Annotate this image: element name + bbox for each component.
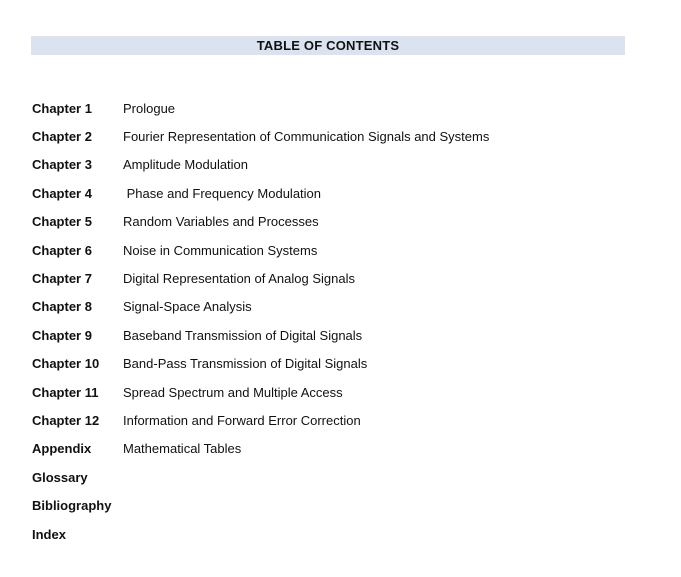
toc-entry-title: Digital Representation of Analog Signals	[123, 271, 355, 287]
toc-entry-title: Band-Pass Transmission of Digital Signals	[123, 356, 368, 372]
toc-entry-title: Amplitude Modulation	[123, 157, 249, 173]
toc-entry-title: Noise in Communication Systems	[123, 242, 318, 258]
toc-entry	[32, 406, 652, 434]
toc-entry	[32, 491, 652, 519]
toc-entry	[32, 264, 652, 292]
toc-entry-label: Chapter 7	[32, 271, 92, 287]
toc-entry-label: Chapter 2	[32, 129, 92, 145]
toc-entry-label: Chapter 8	[32, 299, 92, 315]
toc-entry-label: Chapter 5	[32, 214, 92, 230]
toc-entry	[32, 208, 652, 236]
toc-entry	[32, 520, 652, 548]
toc-entry	[32, 321, 652, 349]
toc-entry	[32, 435, 652, 463]
toc-entry	[32, 236, 652, 264]
toc-entry	[32, 151, 652, 179]
toc-entry-label: Chapter 4	[32, 185, 92, 201]
toc-entry-label: Chapter 9	[32, 327, 92, 343]
toc-entry-label: Chapter 6	[32, 242, 92, 258]
toc-entry-title: Phase and Frequency Modulation	[123, 185, 322, 201]
page-title: TABLE OF CONTENTS	[256, 38, 400, 53]
toc-entry-label: Chapter 1	[32, 100, 92, 116]
toc-entry	[32, 293, 652, 321]
toc-entry-title: Information and Forward Error Correction	[123, 412, 361, 428]
toc-entry-label: Index	[32, 526, 66, 542]
toc-entry-title: Fourier Representation of Communication Signals and Systems	[123, 129, 490, 145]
toc-header-band	[31, 36, 625, 55]
toc-entry-label: Chapter 10	[32, 356, 100, 372]
toc-entry-label: Chapter 3	[32, 157, 92, 173]
toc-entry-label: Chapter 12	[32, 412, 100, 428]
toc-entry-label: Chapter 11	[32, 384, 99, 400]
toc-entry	[32, 122, 652, 150]
toc-entry-title: Spread Spectrum and Multiple Access	[123, 384, 343, 400]
toc-entry	[32, 179, 652, 207]
toc-entry	[32, 463, 652, 491]
toc-entry-title: Signal-Space Analysis	[123, 299, 252, 315]
toc-entry-label: Glossary	[32, 469, 88, 485]
toc-entry-label: Appendix	[32, 441, 92, 457]
toc-list	[32, 94, 652, 548]
toc-entry-title: Baseband Transmission of Digital Signals	[123, 327, 363, 343]
toc-entry	[32, 350, 652, 378]
toc-entry-title: Prologue	[123, 100, 176, 116]
toc-entry	[32, 378, 652, 406]
toc-entry	[32, 94, 652, 122]
toc-entry-title: Mathematical Tables	[123, 441, 242, 457]
toc-entry-title: Random Variables and Processes	[123, 214, 319, 230]
toc-entry-label: Bibliography	[32, 498, 112, 514]
